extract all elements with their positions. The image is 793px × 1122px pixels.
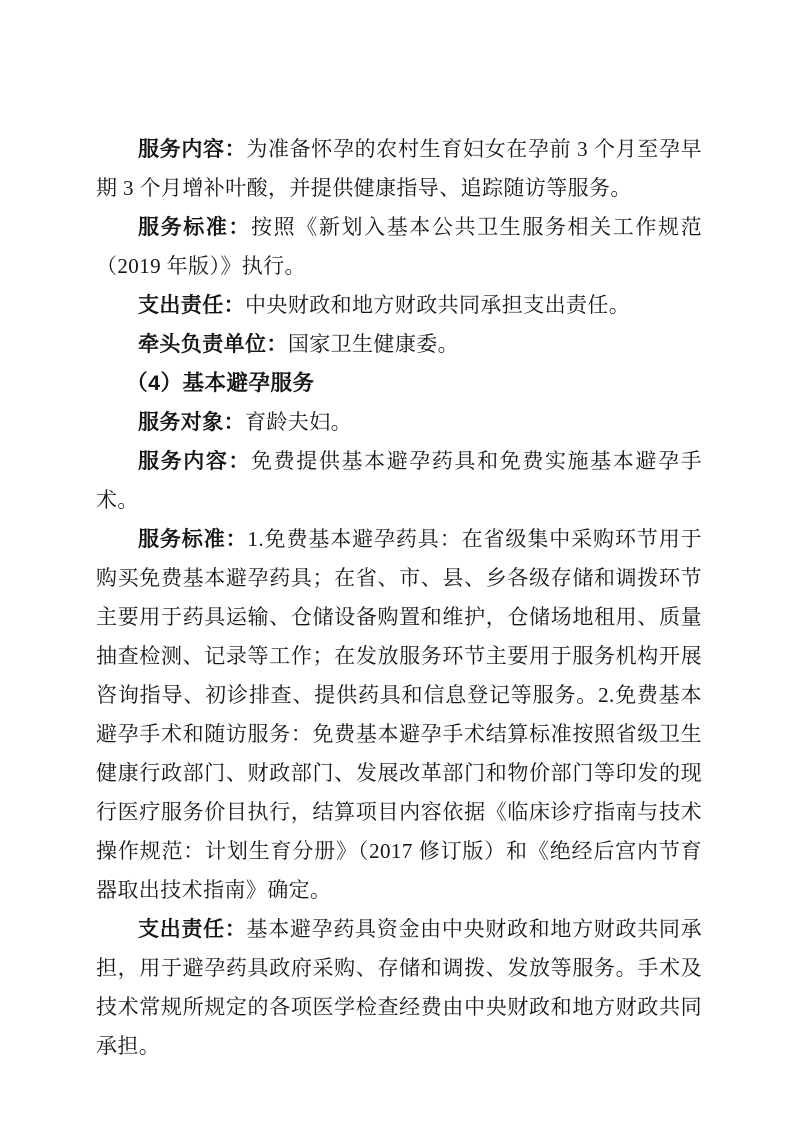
- paragraph-service-content-folic-acid: [96, 130, 702, 208]
- paragraph-text: 国家卫生健康委。: [287, 332, 460, 356]
- paragraph-label: 服务内容：: [138, 137, 247, 161]
- paragraph-label: 服务内容：: [138, 449, 252, 473]
- paragraph-text: 1.免费基本避孕药具：在省级集中采购环节用于购买免费基本避孕药具；在省、市、县、乡各级存储和调拨环节主要用于药具运输、仓储设备购置和维护，仓储场地租用、质量抽查检测、记录等工作；在发放服务环节主要用于服务机构开展咨询指导、初诊排查、提供药具和信息登记等服务。2.免费基本避孕手术和随访服务：免费基本避孕手术结算标准按照省级卫生健康行政部门、财政部门、发展改革部门和物价部门等印发的现行医疗服务价目执行，结算项目内容依据《临床诊疗指南与技术操作规范：计划生育分册》（2017 修订版）和《绝经后宫内节育器取出技术指南》确定。: [96, 527, 702, 902]
- paragraph-label: 牵头负责单位：: [138, 332, 288, 356]
- paragraph-text: 免费提供基本避孕药具和免费实施基本避孕手术。: [96, 449, 703, 512]
- paragraph-text: 育龄夫妇。: [245, 410, 352, 434]
- paragraph-text: 为准备怀孕的农村生育妇女在孕前 3 个月至孕早期 3 个月增补叶酸，并提供健康指导、追踪随访等服务。: [96, 137, 703, 200]
- paragraph-expenditure-responsibility-contraception: [96, 910, 702, 1066]
- paragraph-lead-unit: [96, 325, 702, 364]
- paragraph-expenditure-responsibility: [96, 286, 702, 325]
- paragraph-text: 按照《新划入基本公共卫生服务相关工作规范（2019 年版）》执行。: [96, 215, 703, 278]
- paragraph-label: 支出责任：: [138, 293, 245, 317]
- document-body: [96, 130, 702, 1066]
- paragraph-label: 服务标准：: [138, 527, 248, 551]
- paragraph-text: 中央财政和地方财政共同承担支出责任。: [245, 293, 631, 317]
- paragraph-service-content-contraception: [96, 442, 702, 520]
- paragraph-service-standard-2019: [96, 208, 702, 286]
- paragraph-label: 支出责任：: [138, 917, 247, 941]
- paragraph-label: 服务对象：: [138, 410, 245, 434]
- paragraph-text: 基本避孕药具资金由中央财政和地方财政共同承担，用于避孕药具政府采购、存储和调拨、发放等服务。手术及技术常规所规定的各项医学检查经费由中央财政和地方财政共同承担。: [96, 917, 703, 1058]
- paragraph-service-standard-contraception: [96, 520, 702, 910]
- paragraph-label: 服务标准：: [138, 215, 252, 239]
- section-heading-basic-contraception: （4）基本避孕服务: [126, 371, 315, 395]
- paragraph-service-target: [96, 403, 702, 442]
